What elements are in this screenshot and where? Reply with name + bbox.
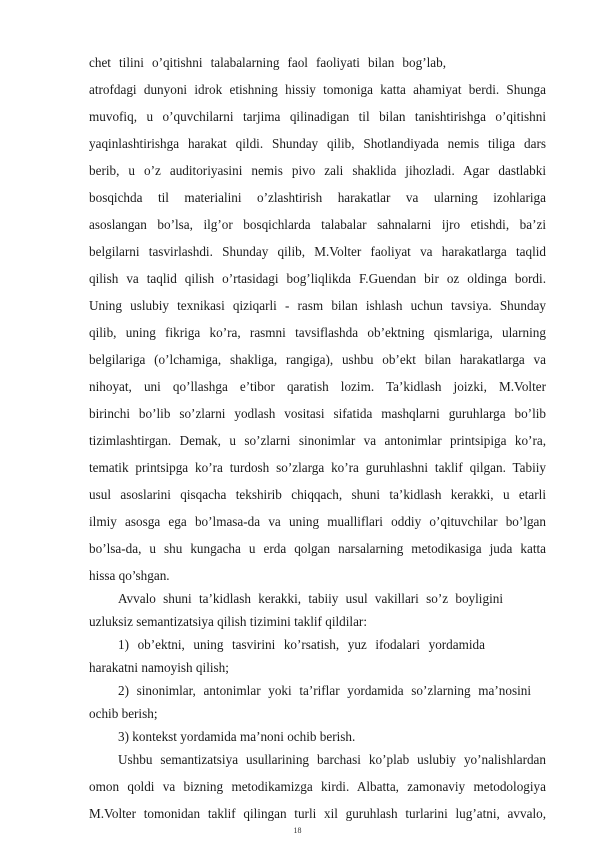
text-line: belgilarni tasvirlashdi. Shunday qilib, M.Volter faoliyat va harakatlarga taqlid [89,244,546,259]
text-line: hissa qo’shgan. [89,568,170,583]
page-number: 18 [293,826,302,835]
text-line: bo’lsa-da, u shu kungacha u erda qolgan narsalarning metodikasiga juda katta [89,541,546,556]
text-line: tematik printsipga ko’ra turdosh so’zlarga ko’ra guruhlashni taklif qilgan. Tabiiy [89,460,546,475]
text-line: muvofiq, u o’quvchilarni tarjima qilinadigan til bilan tanishtirishga o’qitishni [89,109,546,124]
text-line: yaqinlashtirishga harakat qildi. Shunday qilib, Shotlandiyada nemis tiliga dars [89,136,546,151]
paragraph-first-line: Ushbu semantizatsiya usullarining barchasi ko’plab uslubiy yo’nalishlardan [118,752,546,767]
text-line: ilmiy asosga ega bo’lmasa-da va uning mualliflari oddiy o’qituvchilar bo’lgan [89,514,546,529]
text-line: qilish va taqlid qilish o’rtasidagi bog’liqlikda F.Guendan bir oz oldinga bordi. [89,271,546,286]
text-line: birinchi bo’lib so’zlarni yodlash vositasi sifatida mashqlarni guruhlarga bo’lib [89,406,546,421]
list-item-3: 3) kontekst yordamida ma’noni ochib berish. [118,729,356,744]
text-line: tizimlashtirgan. Demak, u so’zlarni sinonimlar va antonimlar printsipiga ko’ra, [89,433,546,448]
text-line: nihoyat, uni qo’llashga e’tibor qaratish lozim. Ta’kidlash joizki, M.Volter [89,379,546,394]
text-line: M.Volter tomonidan taklif qilingan turli xil guruhlash turlarini lug’atni, avvalo, [89,806,546,821]
text-line: uzluksiz semantizatsiya qilish tizimini taklif qildilar: [89,614,367,629]
list-item-1: 1) ob’ektni, uning tasvirini ko’rsatish, yuz ifodalari yordamida [118,637,485,652]
text-line: atrofdagi dunyoni idrok etishning hissiy tomoniga katta ahamiyat berdi. Shunga [89,82,546,97]
list-item-2: 2) sinonimlar, antonimlar yoki ta’riflar yordamida so’zlarning ma’nosini [118,683,531,698]
text-line: harakatni namoyish qilish; [89,660,229,675]
text-line: belgilariga (o’lchamiga, shakliga, rangiga), ushbu ob’ekt bilan harakatlarga va [89,352,546,367]
text-line: chet tilini o’qitishni talabalarning faol faoliyati bilan bog’lab, [89,55,446,70]
text-line: ochib berish; [89,706,158,721]
text-line: Uning uslubiy texnikasi qiziqarli - rasm bilan ishlash uchun tavsiya. Shunday [89,298,546,313]
text-line: qilib, uning fikriga ko’ra, rasmni tavsiflashda ob’ektning qismlariga, ularning [89,325,546,340]
text-line: asoslangan bo’lsa, ilg’or bosqichlarda talabalar sahnalarni ijro etishdi, ba’zi [89,217,546,232]
text-line: omon qoldi va bizning metodikamizga kirdi. Albatta, zamonaviy metodologiya [89,779,546,794]
paragraph-first-line: Avvalo shuni ta’kidlash kerakki, tabiiy usul vakillari so’z boyligini [118,591,503,606]
text-line: usul asoslarini qisqacha tekshirib chiqqach, shuni ta’kidlash kerakki, u etarli [89,487,546,502]
text-line: berib, u o’z auditoriyasini nemis pivo zali shaklida jihozladi. Agar dastlabki [89,163,546,178]
text-line: bosqichda til materialini o’zlashtirish harakatlar va ularning izohlariga [89,190,546,205]
